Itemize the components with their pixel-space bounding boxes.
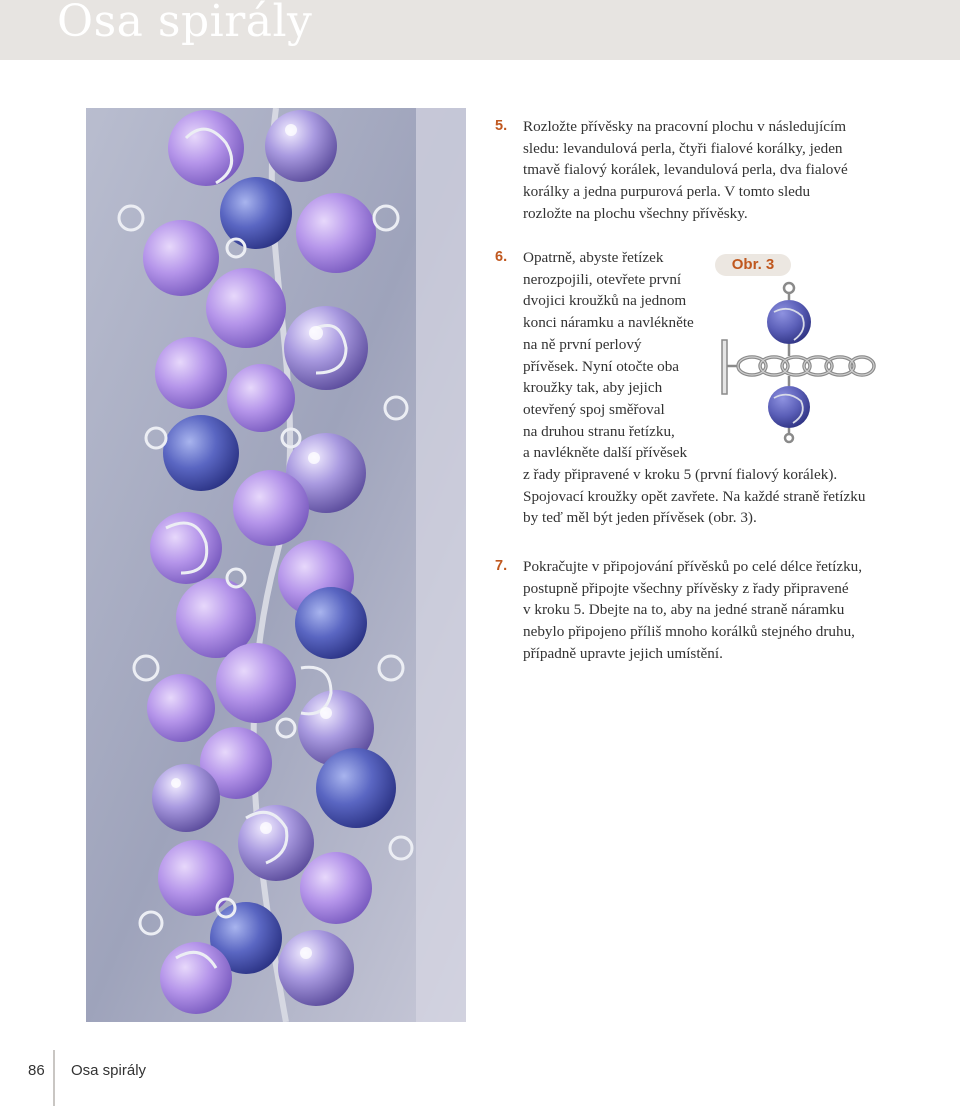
step-line: případně upravte jejich umístění. [523,644,723,662]
figure-3 [700,252,890,452]
step-line: přívěsek. Nyní otočte oba [523,357,680,375]
step-line: nebylo připojeno příliš mnoho korálků stejného druhu, [523,623,855,641]
bracelet-illustration [86,108,466,1022]
step-line: nerozpojili, otevřete první [523,270,682,288]
step-line: na druhou stranu řetízku, [523,422,675,440]
step-line: konci náramku a navlékněte [523,314,694,332]
chain-diagram-icon [700,252,890,452]
step-line: rozložte na plochu všechny přívěsky. [523,204,748,222]
step-line: dvojici kroužků na jednom [523,292,687,310]
page-number: 86 [28,1062,45,1079]
step-line: tmavě fialový korálek, levandulová perla, dva fialové [523,161,848,179]
page-title: Osa spirály [57,0,313,47]
step-line: Pokračujte v připojování přívěsků po celé délce řetízku, [523,558,863,575]
step-line: v kroku 5. Dbejte na to, aby na jedné straně náramku [523,601,845,619]
step-7 [495,556,885,665]
step-line: Spojovací kroužky opět zavřete. Na každé straně řetízku [523,487,866,505]
footer-divider [53,1050,55,1106]
step-line: Rozložte přívěsky na pracovní plochu v následujícím [523,118,847,135]
bracelet-photo [86,108,466,1022]
figure-label: Obr. 3 [715,254,791,276]
step-line: na ně první perlový [523,335,642,353]
step-line: postupně připojte všechny přívěsky z řady připravené [523,579,849,597]
step-line: a navlékněte další přívěsek [523,444,688,462]
step-line: otevřený spoj směřoval [523,400,665,418]
footer-title: Osa spirály [71,1062,147,1079]
step-number: 7. [495,558,508,574]
step-number: 5. [495,118,508,134]
step-5 [495,116,885,225]
step-line: sledu: levandulová perla, čtyři fialové korálky, jeden [523,139,843,157]
step-line: Opatrně, abyste řetízek [523,249,664,266]
step-line: kroužky tak, aby jejich [523,379,663,397]
step-line: by teď měl být jeden přívěsek (obr. 3). [523,509,757,527]
step-line: korálky a jedna purpurová perla. V tomto sledu [523,183,811,201]
step-line: z řady připravené v kroku 5 (první fialový korálek). [523,466,838,484]
step-number: 6. [495,249,508,265]
